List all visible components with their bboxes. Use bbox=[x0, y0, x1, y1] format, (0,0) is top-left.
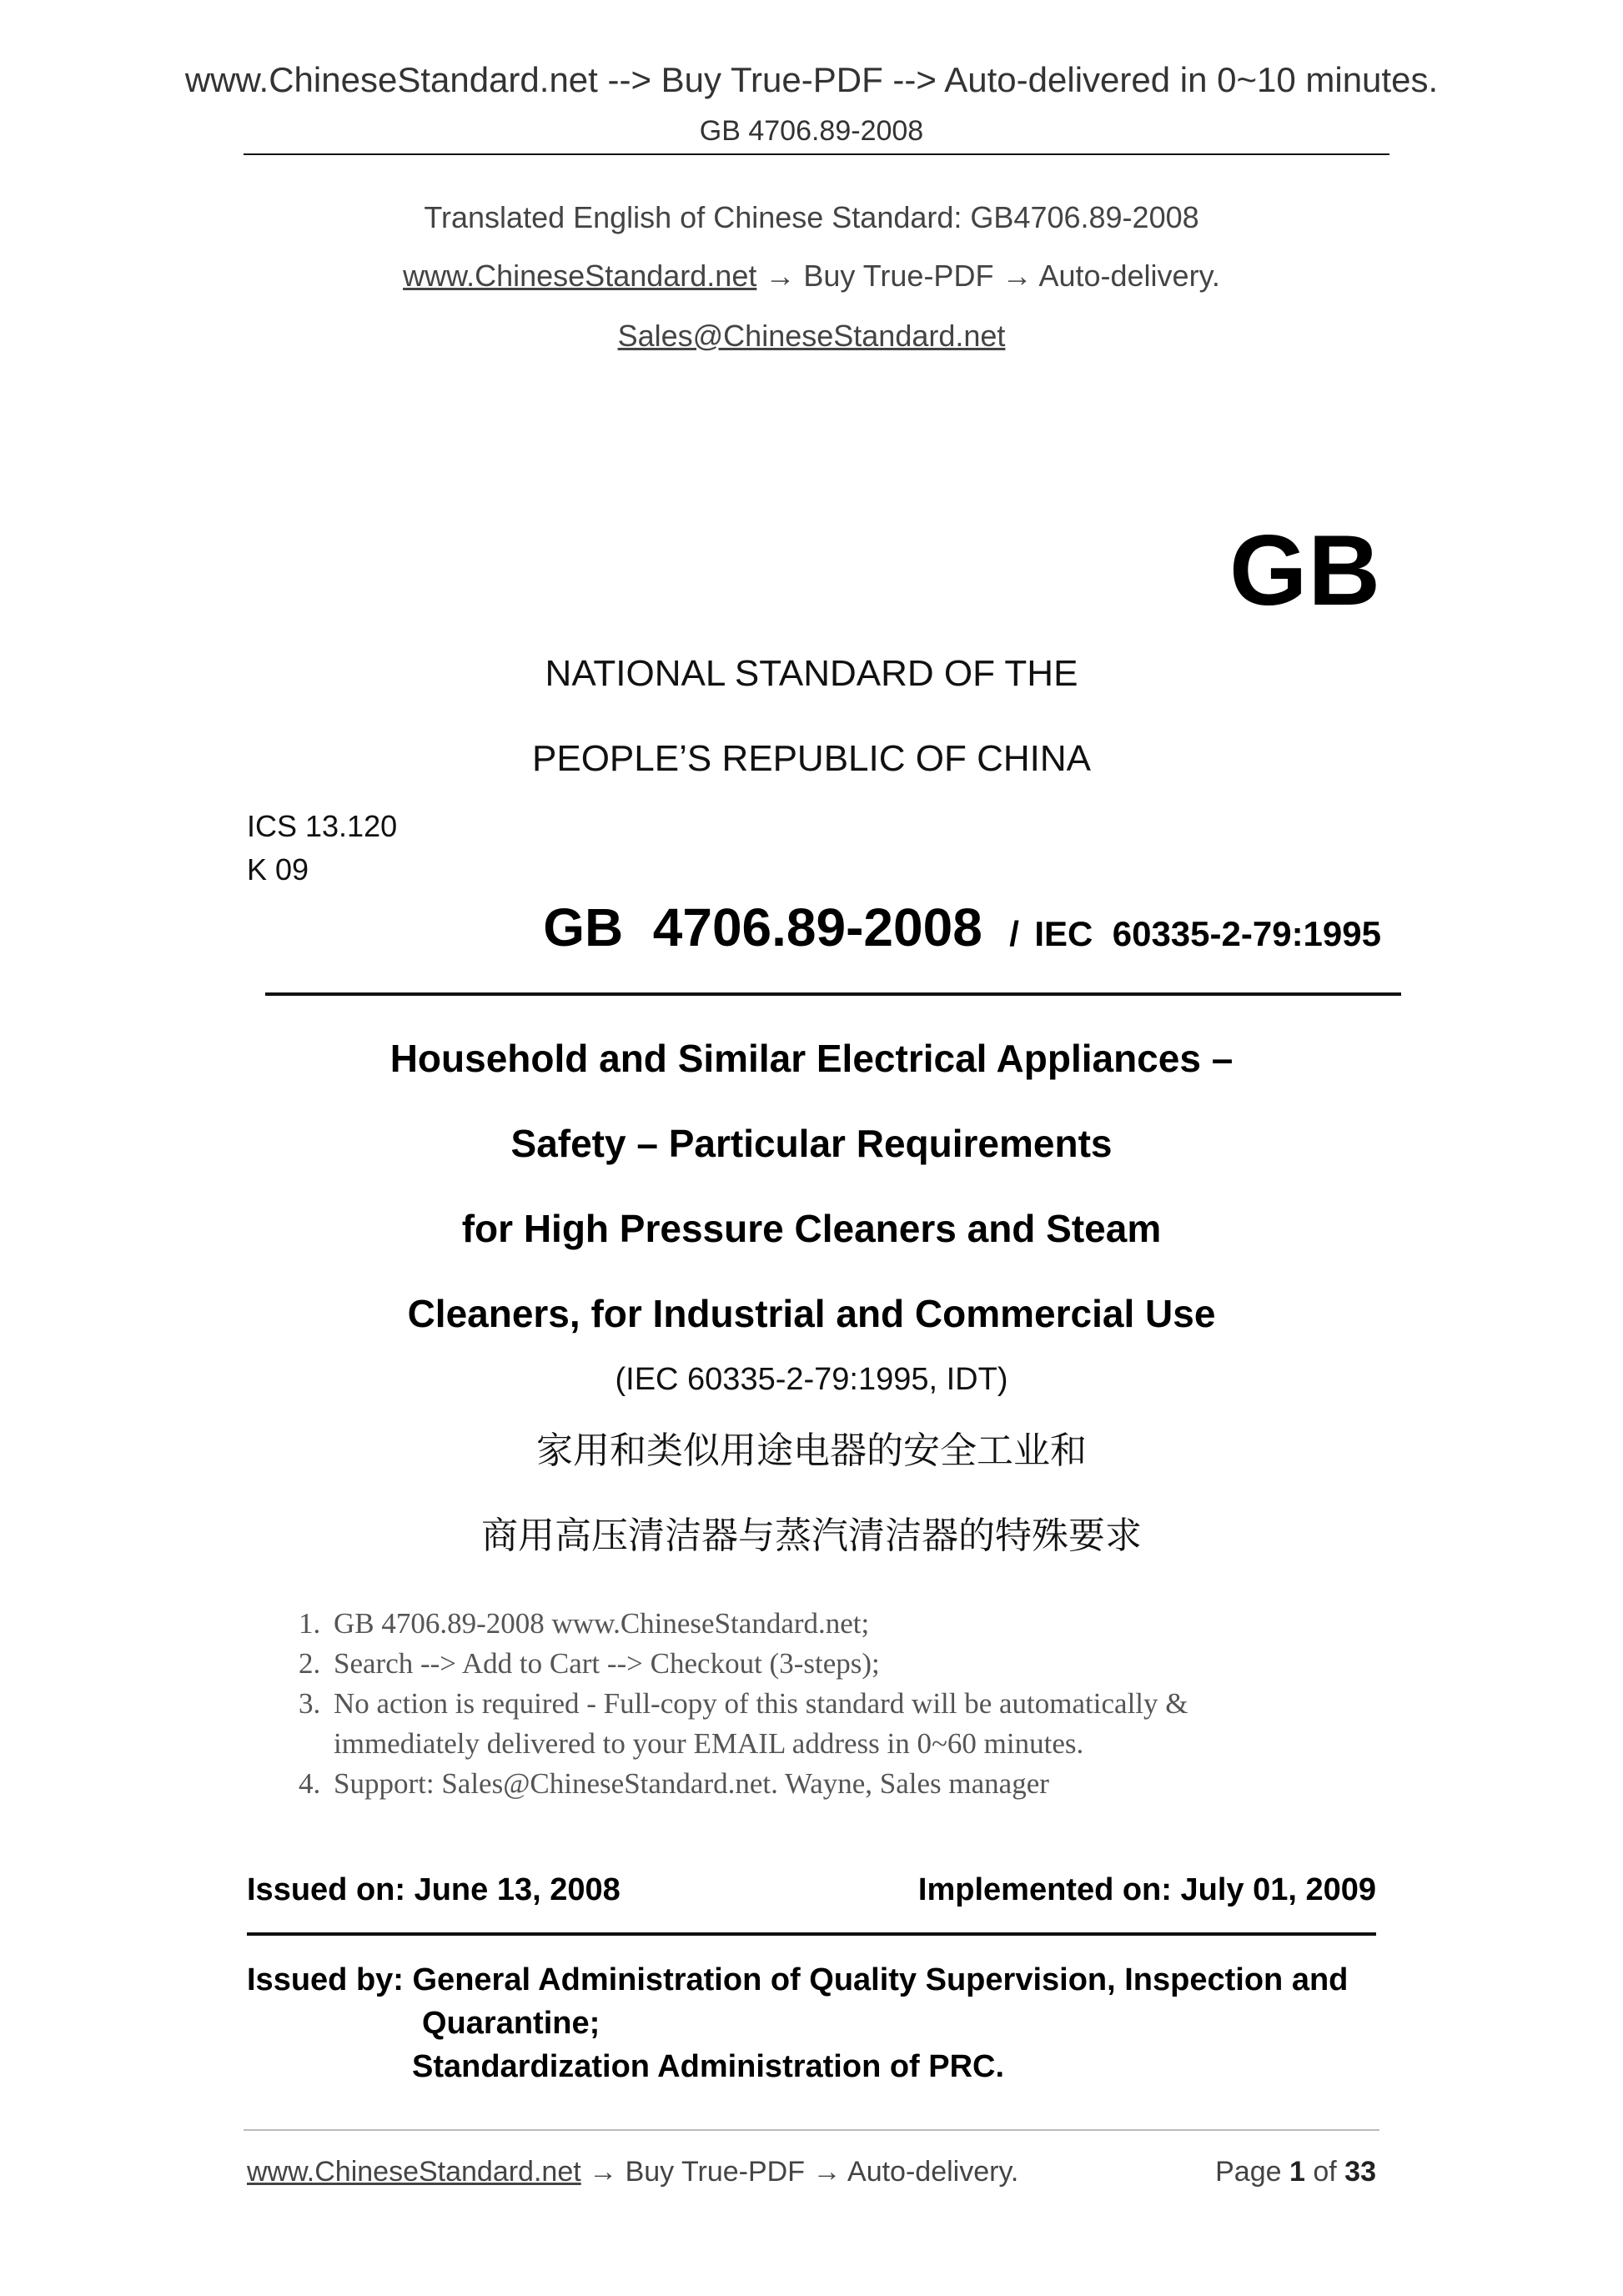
national-standard-line2: PEOPLE’S REPUBLIC OF CHINA bbox=[532, 738, 1091, 779]
footer-delivery-text: Auto-delivery. bbox=[847, 2156, 1019, 2188]
buy-pdf-text: Buy True-PDF bbox=[803, 259, 994, 293]
number-separator: / bbox=[1009, 914, 1019, 953]
issuer-block bbox=[247, 1958, 1348, 2088]
header-doc-code: GB 4706.89-2008 bbox=[699, 115, 924, 147]
classification-codes bbox=[247, 805, 397, 892]
page-number: 1 bbox=[1289, 2156, 1305, 2188]
dates-divider bbox=[247, 1932, 1376, 1936]
footer-site-link[interactable]: www.ChineseStandard.net bbox=[247, 2156, 581, 2188]
header-site-line: www.ChineseStandard.net --> Buy True-PDF --> Auto-delivered in 0~10 minutes. bbox=[184, 60, 1439, 99]
note-item: 3. No action is required - Full-copy of this standard will be automatically & bbox=[299, 1687, 1188, 1720]
standard-number bbox=[543, 897, 1381, 958]
issuer-line: Quarantine; bbox=[422, 2006, 600, 2041]
page-total: 33 bbox=[1344, 2156, 1376, 2188]
note-item: 4. Support: Sales@ChineseStandard.net. Wayne, Sales manager bbox=[299, 1767, 1049, 1800]
ccs-code: K 09 bbox=[247, 852, 309, 887]
implemented-date: Implemented on: July 01, 2009 bbox=[917, 1872, 1376, 1907]
issuer-line: Issued by: General Administration of Quality Supervision, Inspection and bbox=[247, 1962, 1349, 1997]
purchase-notes bbox=[299, 1604, 1188, 1804]
idt-reference: (IEC 60335-2-79:1995, IDT) bbox=[615, 1362, 1008, 1397]
footer-buy-text: Buy True-PDF bbox=[625, 2156, 805, 2188]
site-link[interactable]: www.ChineseStandard.net bbox=[403, 259, 757, 293]
iec-number: IEC 60335-2-79:1995 bbox=[1034, 914, 1381, 953]
title-divider bbox=[265, 992, 1401, 996]
title-line: Household and Similar Electrical Appliances – bbox=[389, 1037, 1234, 1080]
chinese-title-line: 商用高压清洁器与蒸汽清洁器的特殊要求 bbox=[481, 1515, 1142, 1557]
arrow-icon: → bbox=[589, 2156, 618, 2188]
ics-code: ICS 13.120 bbox=[247, 809, 398, 843]
title-line: for High Pressure Cleaners and Steam bbox=[461, 1207, 1162, 1250]
arrow-icon: → bbox=[765, 259, 796, 293]
arrow-icon: → bbox=[1002, 259, 1033, 293]
footer-site-line bbox=[247, 2156, 1018, 2188]
intro-email-line bbox=[0, 319, 1623, 354]
gb-number: GB 4706.89-2008 bbox=[543, 897, 982, 957]
chinese-title-line: 家用和类似用途电器的安全工业和 bbox=[536, 1429, 1087, 1472]
issued-date: Issued on: June 13, 2008 bbox=[247, 1872, 621, 1907]
note-item: immediately delivered to your EMAIL address in 0~60 minutes. bbox=[334, 1727, 1084, 1760]
issuer-line: Standardization Administration of PRC. bbox=[412, 2049, 1005, 2084]
header-divider bbox=[244, 153, 1389, 155]
email-link[interactable]: Sales@ChineseStandard.net bbox=[617, 319, 1006, 353]
note-item: 1. GB 4706.89-2008 www.ChineseStandard.net; bbox=[299, 1607, 870, 1640]
translated-caption: Translated English of Chinese Standard: GB4706.89-2008 bbox=[424, 200, 1199, 234]
footer-divider bbox=[244, 2129, 1379, 2131]
page-indicator: Page 1 of 33 bbox=[1215, 2156, 1376, 2188]
intro-site-line bbox=[0, 259, 1623, 294]
note-item: 2. Search --> Add to Cart --> Checkout (3-steps); bbox=[299, 1647, 880, 1680]
auto-delivery-text: Auto-delivery. bbox=[1038, 259, 1220, 293]
arrow-icon: → bbox=[812, 2156, 842, 2188]
national-standard-line1: NATIONAL STANDARD OF THE bbox=[545, 653, 1078, 694]
gb-logo: GB bbox=[1229, 515, 1381, 626]
title-line: Safety – Particular Requirements bbox=[510, 1122, 1113, 1165]
title-line: Cleaners, for Industrial and Commercial Use bbox=[407, 1292, 1216, 1335]
